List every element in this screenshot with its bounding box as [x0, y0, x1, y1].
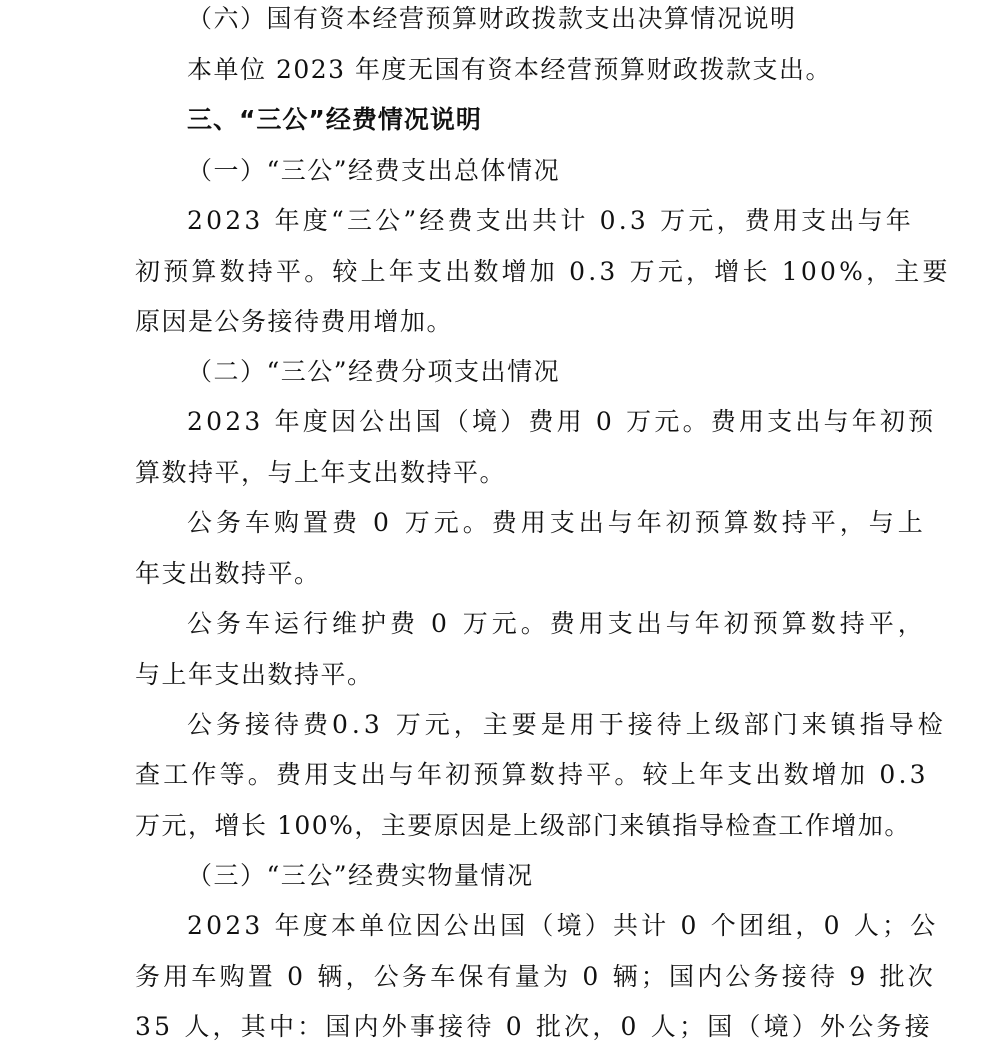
- subheading-overall: （一）“三公”经费支出总体情况: [187, 156, 561, 185]
- paragraph-line: 原因是公务接待费用增加。: [135, 307, 454, 336]
- section-heading-three-public: 三、“三公”经费情况说明: [187, 105, 482, 134]
- paragraph-line: 查工作等。费用支出与年初预算数持平。较上年支出数增加 0.3: [135, 760, 929, 789]
- paragraph-line: 务用车购置 0 辆，公务车保有量为 0 辆；国内公务接待 9 批次: [135, 962, 936, 991]
- paragraph-line: 年支出数持平。: [135, 559, 321, 588]
- paragraph-line: 公务车购置费 0 万元。费用支出与年初预算数持平，与上: [187, 508, 927, 537]
- subheading-physical-quantity: （三）“三公”经费实物量情况: [187, 861, 534, 890]
- paragraph-line: 算数持平，与上年支出数持平。: [135, 458, 507, 487]
- paragraph-line: 本单位 2023 年度无国有资本经营预算财政拨款支出。: [187, 55, 833, 84]
- paragraph-line: 万元，增长 100%，主要原因是上级部门来镇指导检查工作增加。: [135, 811, 911, 840]
- subheading-itemized: （二）“三公”经费分项支出情况: [187, 357, 561, 386]
- paragraph-line: 初预算数持平。较上年支出数增加 0.3 万元，增长 100%，主要: [135, 257, 951, 286]
- subheading-state-capital-budget: （六）国有资本经营预算财政拨款支出决算情况说明: [187, 4, 797, 33]
- paragraph-line: 2023 年度“三公”经费支出共计 0.3 万元，费用支出与年: [187, 206, 914, 235]
- paragraph-line: 公务接待费0.3 万元，主要是用于接待上级部门来镇指导检: [187, 710, 947, 739]
- paragraph-line: 与上年支出数持平。: [135, 660, 374, 689]
- paragraph-line: 公务车运行维护费 0 万元。费用支出与年初预算数持平，: [187, 609, 927, 638]
- paragraph-line: 2023 年度因公出国（境）费用 0 万元。费用支出与年初预: [187, 407, 937, 436]
- paragraph-line: 35 人，其中：国内外事接待 0 批次，0 人；国（境）外公务接: [135, 1012, 933, 1041]
- paragraph-line: 2023 年度本单位因公出国（境）共计 0 个团组，0 人；公: [187, 911, 939, 940]
